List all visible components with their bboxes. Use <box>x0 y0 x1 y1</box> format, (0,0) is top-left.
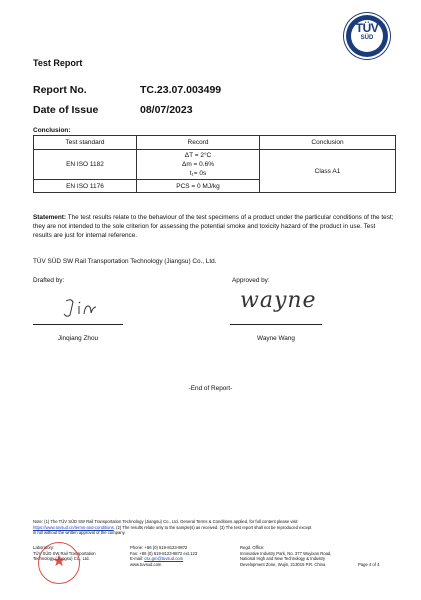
approved-by-name: Wayne Wang <box>257 335 295 342</box>
date-of-issue-label: Date of Issue <box>33 104 99 116</box>
contact-block <box>130 545 230 567</box>
page-number: Page 4 of 4 <box>358 562 380 567</box>
header-test-standard: Test standard <box>34 136 137 150</box>
record-line: ΔT = 2°C <box>184 152 212 159</box>
company-seal <box>38 542 80 584</box>
table-row <box>34 150 396 180</box>
phone: Phone: +86 (0) 519-8123-9872 <box>130 545 188 550</box>
website: www.tuvsud.com <box>130 561 162 567</box>
date-of-issue-value: 08/07/2023 <box>140 104 193 116</box>
record-line: t₁= 0s <box>189 170 207 177</box>
statement-paragraph <box>33 213 395 240</box>
cell-record <box>137 150 260 180</box>
approved-by-label: Approved by: <box>232 277 270 284</box>
record-line: Δm = 0.6% <box>182 161 214 168</box>
seal-star-icon: ★ <box>51 553 67 570</box>
report-no-label: Report No. <box>33 84 87 96</box>
laboratory-line: TÜV SÜD SW Rail Transportation <box>33 550 96 556</box>
cell-standard: EN ISO 1176 <box>34 180 137 193</box>
logo-text-bottom: SÜD <box>360 35 374 41</box>
drafted-signature-line <box>33 324 123 325</box>
statement-label: Statement: <box>33 214 67 221</box>
company-name: TÜV SÜD SW Rail Transportation Technology (Jiangsu) Co., Ltd. <box>33 258 217 265</box>
cell-record: PCS = 0 MJ/kg <box>137 180 260 193</box>
approved-signature: wayne <box>240 288 317 313</box>
email-link[interactable]: csx.gm@tuvsud.com <box>144 556 184 562</box>
laboratory-line: Technology (Jiangsu) Co., Ltd. <box>33 556 90 562</box>
note-line-1: Note: (1) The TÜV SÜD SW Rail Transportation Technology (Jiangsu) Co., Ltd. General Terms & Conditions applied, for full content please visit <box>33 519 298 524</box>
laboratory-label: Laboratory: <box>33 545 55 550</box>
office-line: Innovative Industry Park, No. 377 Wuyixan Road, <box>240 550 332 556</box>
statement-text: The test results relate to the behaviour of the test specimens of a product under the particular conditions of the test; they are not intended to the sole criterion for assessing the potential smoke and toxicity hazard of the product in use. Test results are just for internal reference. <box>33 214 394 239</box>
header-record: Record <box>137 136 260 150</box>
email-label: E-mail: <box>130 556 144 562</box>
note-text-2: . (2) The results relate only to the sample(s) as received. (3) The test report shall not be reproduced except <box>113 524 312 530</box>
terms-link[interactable]: https://www.tuvsud.cn/terms-and-conditions <box>33 524 114 530</box>
logo-text-top: TÜV <box>355 21 379 35</box>
report-title: Test Report <box>33 58 83 68</box>
cell-standard: EN ISO 1182 <box>34 150 137 180</box>
drafted-by-label: Drafted by: <box>33 277 65 284</box>
drafted-signature <box>52 293 112 321</box>
table-header-row <box>34 136 396 150</box>
report-no-value: TC.23.07.003499 <box>140 84 222 96</box>
fax: Fax: +86 (0) 519-8123-9872 ext.123 <box>130 550 198 556</box>
end-of-report: -End of Report- <box>188 385 233 392</box>
conclusion-label: Conclusion: <box>33 127 71 134</box>
office-line: Development Zone, Wujin, 213015 P.R. China <box>240 561 326 567</box>
office-line: National High and New Technology & Industry <box>240 556 326 562</box>
note-line-3: in full without the written approval of the company. <box>33 530 126 536</box>
office-block <box>240 545 355 567</box>
tuv-sud-logo <box>346 15 388 57</box>
cell-conclusion: Class A1 <box>260 150 396 193</box>
footer-note <box>33 519 398 536</box>
results-table <box>33 135 396 193</box>
header-conclusion: Conclusion <box>260 136 396 150</box>
office-label: Regd. Office: <box>240 545 265 550</box>
approved-signature-line <box>230 324 322 325</box>
drafted-by-name: Jinqiang Zhou <box>57 335 99 342</box>
